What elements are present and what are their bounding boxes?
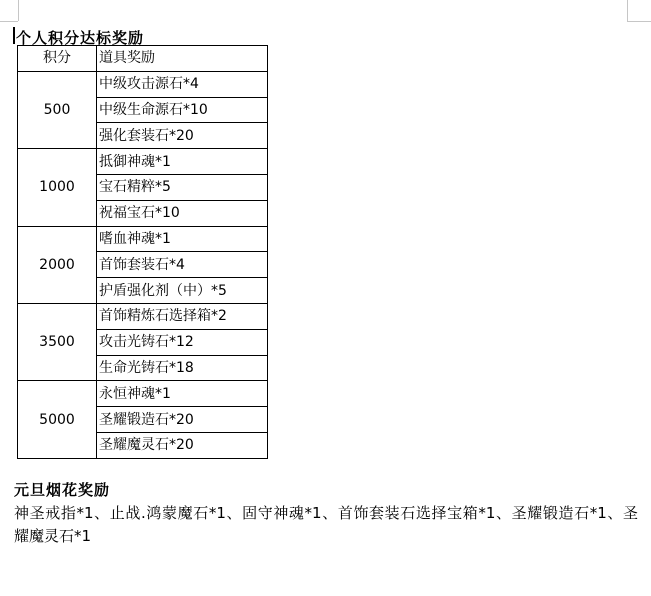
reward-cell: 中级生命源石*10	[97, 97, 268, 123]
text-boundary-mark-top-left-vertical	[18, 0, 19, 21]
reward-cell: 圣耀魔灵石*20	[97, 432, 268, 458]
reward-cell: 护盾强化剂（中）*5	[97, 278, 268, 304]
table-row	[18, 149, 268, 175]
reward-cell: 生命光铸石*18	[97, 355, 268, 381]
reward-cell: 首饰套装石*4	[97, 252, 268, 278]
section1-heading: 个人积分达标奖励	[16, 29, 145, 47]
points-cell: 1000	[18, 149, 97, 226]
points-cell: 500	[18, 71, 97, 148]
points-cell: 3500	[18, 303, 97, 380]
paragraph-line: 耀魔灵石*1	[14, 527, 92, 545]
reward-cell: 首饰精炼石选择箱*2	[97, 303, 268, 329]
reward-cell: 强化套装石*20	[97, 123, 268, 149]
points-cell: 2000	[18, 226, 97, 303]
section2-heading: 元旦烟花奖励	[14, 481, 111, 499]
text-cursor	[13, 27, 15, 44]
text-boundary-mark-top-right-horizontal	[627, 21, 651, 22]
reward-cell: 中级攻击源石*4	[97, 71, 268, 97]
reward-cell: 祝福宝石*10	[97, 200, 268, 226]
reward-cell: 嗜血神魂*1	[97, 226, 268, 252]
table-row	[18, 71, 268, 97]
reward-cell: 抵御神魂*1	[97, 149, 268, 175]
reward-cell: 攻击光铸石*12	[97, 329, 268, 355]
points-cell: 5000	[18, 381, 97, 458]
rewards-table	[17, 45, 268, 459]
reward-cell: 圣耀锻造石*20	[97, 407, 268, 433]
table-row	[18, 303, 268, 329]
paragraph-line: 神圣戒指*1、止战.鸿蒙魔石*1、固守神魂*1、首饰套装石选择宝箱*1、圣耀锻造石*1、圣	[14, 504, 638, 522]
header-cell-rewards: 道具奖励	[97, 46, 268, 72]
table-header-row	[18, 46, 268, 72]
header-cell-points: 积分	[18, 46, 97, 72]
section2-paragraph	[14, 502, 638, 548]
text-boundary-mark-top-right-vertical	[627, 0, 628, 21]
text-boundary-mark-top-left-horizontal	[0, 21, 18, 22]
table-row	[18, 226, 268, 252]
table-row	[18, 381, 268, 407]
reward-cell: 宝石精粹*5	[97, 174, 268, 200]
reward-cell: 永恒神魂*1	[97, 381, 268, 407]
